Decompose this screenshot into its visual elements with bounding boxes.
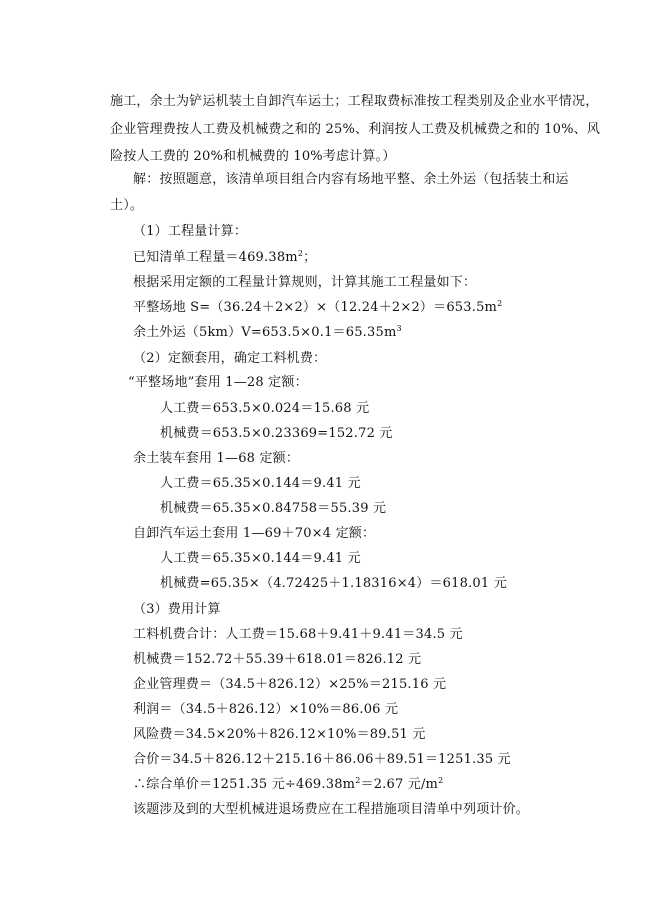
text-line-24: 企业管理费＝（34.5＋826.12）×25%＝215.16 元 — [133, 677, 447, 692]
text-line-4: 解：按照题意，该清单项目组合内容有场地平整、余土外运（包括装土和运 — [133, 172, 569, 187]
text-line-5: 土）。 — [110, 198, 144, 213]
text-line-28 — [133, 776, 443, 794]
text-line-22: 工料机费合计：人工费＝15.68＋9.41＋9.41＝34.5 元 — [133, 627, 463, 642]
line-7-sup: 2 — [297, 249, 304, 258]
line-9-main: 平整场地 S=（36.24＋2×2）×（12.24＋2×2）＝653.5m — [133, 300, 498, 315]
text-line-3: 险按人工费的 20%和机械费的 10%考虑计算。） — [110, 149, 396, 164]
text-line-7 — [133, 249, 316, 267]
text-line-25: 利润＝（34.5＋826.12）×10%＝86.06 元 — [133, 702, 399, 717]
line-28-main: ∴综合单价＝1251.35 元÷469.38m — [133, 777, 356, 792]
text-line-20: 机械费=65.35×（4.72425＋1.18316×4）＝618.01 元 — [160, 576, 507, 591]
text-line-2: 企业管理费按人工费及机械费之和的 25%、利润按人工费及机械费之和的 10%、风 — [110, 122, 601, 137]
text-line-19: 人工费＝65.35×0.144＝9.41 元 — [160, 551, 361, 566]
line-7-main: 已知清单工程量＝469.38m — [133, 250, 298, 265]
text-line-29: 该题涉及到的大型机械进退场费应在工程措施项目清单中列项计价。 — [133, 802, 530, 817]
line-7-tail: ； — [303, 250, 317, 265]
line-28-tail: ＝2.67 元/m — [360, 777, 439, 792]
text-line-26: 风险费＝34.5×20%＋826.12×10%＝89.51 元 — [133, 727, 426, 742]
line-28-sup2: 2 — [438, 776, 444, 785]
text-line-14: 机械费＝653.5×0.23369=152.72 元 — [160, 426, 393, 441]
text-line-10 — [133, 324, 402, 342]
text-line-6: （1）工程量计算： — [133, 224, 248, 239]
line-28-sup: 2 — [355, 776, 361, 785]
line-10-sup: 3 — [396, 324, 402, 333]
text-line-18: 自卸汽车运土套用 1—69＋70×4 定额： — [133, 526, 376, 541]
text-line-1: 施工，余土为铲运机装土自卸汽车运土；工程取费标准按工程类别及企业水平情况， — [110, 94, 599, 109]
line-9-sup: 2 — [497, 299, 503, 308]
text-line-23: 机械费＝152.72＋55.39＋618.01＝826.12 元 — [133, 652, 422, 667]
text-line-9 — [133, 299, 502, 317]
line-10-main: 余土外运（5km）V=653.5×0.1＝65.35m — [133, 325, 397, 340]
text-line-8: 根据采用定额的工程量计算规则，计算其施工工程量如下： — [133, 275, 477, 290]
text-line-15: 余土装车套用 1—68 定额： — [133, 451, 300, 466]
text-line-17: 机械费＝65.35×0.84758＝55.39 元 — [160, 501, 387, 516]
text-line-27: 合价＝34.5＋826.12＋215.16＋86.06＋89.51＝1251.35 元 — [133, 752, 511, 767]
text-line-11: （2）定额套用，确定工料机费： — [133, 351, 327, 366]
text-line-21: （3）费用计算 — [133, 602, 221, 617]
text-line-16: 人工费＝65.35×0.144＝9.41 元 — [160, 476, 361, 491]
text-line-13: 人工费＝653.5×0.024＝15.68 元 — [160, 401, 370, 416]
text-line-12: “平整场地”套用 1—28 定额： — [128, 375, 308, 390]
